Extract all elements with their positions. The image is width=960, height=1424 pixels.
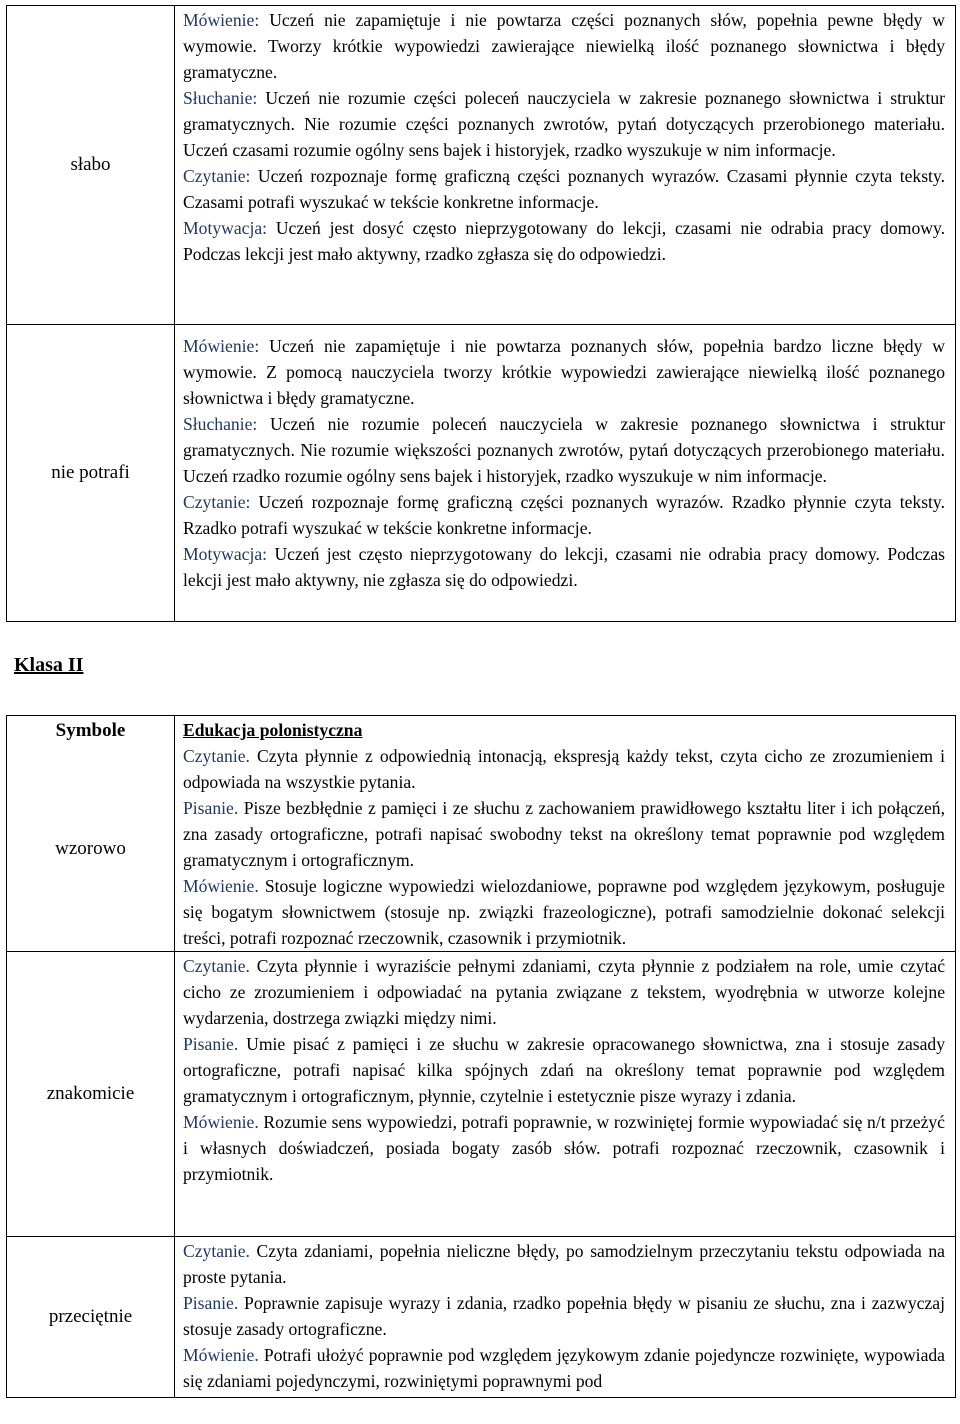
criterion-text: Uczeń jest często nieprzygotowany do lekcji, czasami nie odrabia pracy domowy. Podczas lekcji jest mało aktywny, nie zgłasza się do odpowiedzi.	[183, 544, 945, 590]
criterion-keyword: Słuchanie:	[183, 88, 258, 108]
criterion-text: Uczeń nie rozumie części poleceń nauczyciela w zakresie poznanego słownictwa i struktur gramatycznych. Nie rozumie części poznanych zwrotów, pytań dotyczących przerobionego materiału. Uczeń czasami rozumie ogólny sens bajek i historyjek, rzadko wyszukuje w nim informacje.	[183, 88, 945, 160]
criterion-paragraph	[183, 333, 945, 411]
criterion-text: Stosuje logiczne wypowiedzi wielozdaniowe, poprawne pod względem językowym, posługuje się bogatym słownictwem (stosuje np. związki frazeologiczne), potrafi samodzielnie dokonać selekcji treści, potrafi rozpoznać rzeczownik, czasownik i przymiotnik.	[183, 876, 945, 948]
grade-description-cell	[175, 952, 956, 1237]
grade-symbol: znakomicie	[46, 1083, 135, 1104]
table-row	[7, 325, 956, 622]
criterion-paragraph	[183, 1238, 945, 1290]
criterion-text: Uczeń nie rozumie poleceń nauczyciela w zakresie poznanego słownictwa i struktur gramatycznych. Nie rozumie większości poznanych zwrotów, pytań dotyczących przerobionego materiału. Uczeń rzadko rozumie ogólny sens bajek i historyjek, rzadko wyszukuje w nim informacje.	[183, 414, 945, 486]
criterion-text: Rozumie sens wypowiedzi, potrafi poprawnie, w rozwiniętej formie wypowiadać się n/t przeżyć i własnych doświadczeń, posiada bogaty zasób słów. potrafi rozpoznać rzeczownik, czasownik i przymiotnik.	[183, 1112, 945, 1184]
criterion-keyword: Czytanie.	[183, 1241, 250, 1261]
criterion-keyword: Motywacja:	[183, 218, 268, 238]
grading-table-previous	[6, 5, 956, 622]
criterion-paragraph	[183, 163, 945, 215]
criterion-paragraph	[183, 873, 945, 951]
criterion-paragraph	[183, 953, 945, 1031]
grade-symbol-cell	[7, 716, 175, 952]
grade-symbol: przeciętnie	[48, 1306, 133, 1327]
criterion-paragraph	[183, 1109, 945, 1187]
criterion-text: Umie pisać z pamięci i ze słuchu w zakresie opracowanego słownictwa, zna i stosuje zasady ortograficzne, potrafi napisać kilka spójnych zdań na określony temat poprawnie pod względem gramatycznym i ortograficznym, płynnie, czytelnie i estetycznie pisze wyrazy i zdania.	[183, 1034, 945, 1106]
grade-symbol-cell	[7, 1237, 175, 1398]
grade-symbol-cell	[7, 6, 175, 325]
section-title: Klasa II	[14, 654, 84, 676]
grade-symbol-cell	[7, 325, 175, 622]
grade-symbol: słabo	[70, 154, 111, 175]
grade-description-cell	[175, 1237, 956, 1398]
criterion-keyword: Pisanie.	[183, 1034, 239, 1054]
criterion-keyword: Czytanie.	[183, 746, 250, 766]
criterion-keyword: Mówienie:	[183, 336, 260, 356]
criterion-keyword: Pisanie.	[183, 798, 239, 818]
grade-description-cell	[175, 325, 956, 622]
criterion-text: Poprawnie zapisuje wyrazy i zdania, rzadko popełnia błędy w pisaniu ze słuchu, zna i zazwyczaj stosuje zasady ortograficzne.	[183, 1293, 945, 1339]
criterion-keyword: Czytanie:	[183, 492, 251, 512]
criterion-text: Uczeń nie zapamiętuje i nie powtarza poznanych słów, popełnia bardzo liczne błędy w wymowie. Z pomocą nauczyciela tworzy krótkie wypowiedzi zawierające niewielką ilość poznanego słownictwa i błędy gramatyczne.	[183, 336, 945, 408]
criterion-keyword: Czytanie.	[183, 956, 250, 976]
criterion-keyword: Czytanie:	[183, 166, 251, 186]
grade-symbol: wzorowo	[55, 838, 126, 859]
table-row	[7, 952, 956, 1237]
criterion-paragraph	[183, 85, 945, 163]
criterion-paragraph	[183, 541, 945, 593]
criterion-keyword: Motywacja:	[183, 544, 268, 564]
criterion-paragraph	[183, 489, 945, 541]
subject-header: Edukacja polonistyczna	[183, 720, 363, 740]
criterion-paragraph	[183, 7, 945, 85]
criterion-paragraph	[183, 743, 945, 795]
grading-table-klasa-ii	[6, 715, 956, 1398]
table-row	[7, 1237, 956, 1398]
grade-symbol: nie potrafi	[51, 462, 130, 483]
criterion-text: Potrafi ułożyć poprawnie pod względem językowym zdanie pojedyncze rozwinięte, wypowiada się zdaniami pojedynczymi, rozwiniętymi poprawnymi pod	[183, 1345, 945, 1391]
criterion-keyword: Mówienie.	[183, 876, 259, 896]
criterion-keyword: Mówienie.	[183, 1112, 259, 1132]
table-row	[7, 716, 956, 952]
criterion-text: Uczeń nie zapamiętuje i nie powtarza części poznanych słów, popełnia pewne błędy w wymowie. Tworzy krótkie wypowiedzi zawierające niewielką ilość poznanego słownictwa i błędy gramatyczne.	[183, 10, 945, 82]
grade-symbol-cell	[7, 952, 175, 1237]
criterion-text: Czyta płynnie z odpowiednią intonacją, ekspresją każdy tekst, czyta cicho ze zrozumieniem i odpowiada na wszystkie pytania.	[183, 746, 945, 792]
criterion-text: Uczeń rozpoznaje formę graficzną części poznanych wyrazów. Czasami płynnie czyta teksty. Czasami potrafi wyszukać w tekście konkretne informacje.	[183, 166, 945, 212]
criterion-text: Uczeń rozpoznaje formę graficzną części poznanych wyrazów. Rzadko płynnie czyta teksty. Rzadko potrafi wyszukać w tekście konkretne informacje.	[183, 492, 945, 538]
criterion-keyword: Słuchanie:	[183, 414, 258, 434]
criterion-paragraph	[183, 1342, 945, 1394]
criterion-paragraph	[183, 411, 945, 489]
criterion-keyword: Pisanie.	[183, 1293, 239, 1313]
criterion-keyword: Mówienie:	[183, 10, 260, 30]
criterion-text: Czyta płynnie i wyraziście pełnymi zdaniami, czyta płynnie z podziałem na role, umie czytać cicho ze zrozumieniem i odpowiadać na pytania związane z tekstem, wyodrębnia w utworze kolejne wydarzenia, dostrzega związki między nimi.	[183, 956, 945, 1028]
criterion-text: Pisze bezbłędnie z pamięci i ze słuchu z zachowaniem prawidłowego kształtu liter i ich połączeń, zna zasady ortograficzne, potrafi napisać swobodny tekst na określony temat poprawnie pod względem gramatycznym i ortograficznym.	[183, 798, 945, 870]
criterion-paragraph	[183, 1031, 945, 1109]
criterion-paragraph	[183, 215, 945, 267]
grade-description-cell	[175, 716, 956, 952]
symbols-header: Symbole	[55, 720, 126, 741]
criterion-keyword: Mówienie.	[183, 1345, 259, 1365]
criterion-text: Uczeń jest dosyć często nieprzygotowany do lekcji, czasami nie odrabia pracy domowy. Podczas lekcji jest mało aktywny, rzadko zgłasza się do odpowiedzi.	[183, 218, 945, 264]
criterion-paragraph	[183, 1290, 945, 1342]
criterion-text: Czyta zdaniami, popełnia nieliczne błędy, po samodzielnym przeczytaniu tekstu odpowiada na proste pytania.	[183, 1241, 945, 1287]
table-row	[7, 6, 956, 325]
criterion-paragraph	[183, 795, 945, 873]
grade-description-cell	[175, 6, 956, 325]
